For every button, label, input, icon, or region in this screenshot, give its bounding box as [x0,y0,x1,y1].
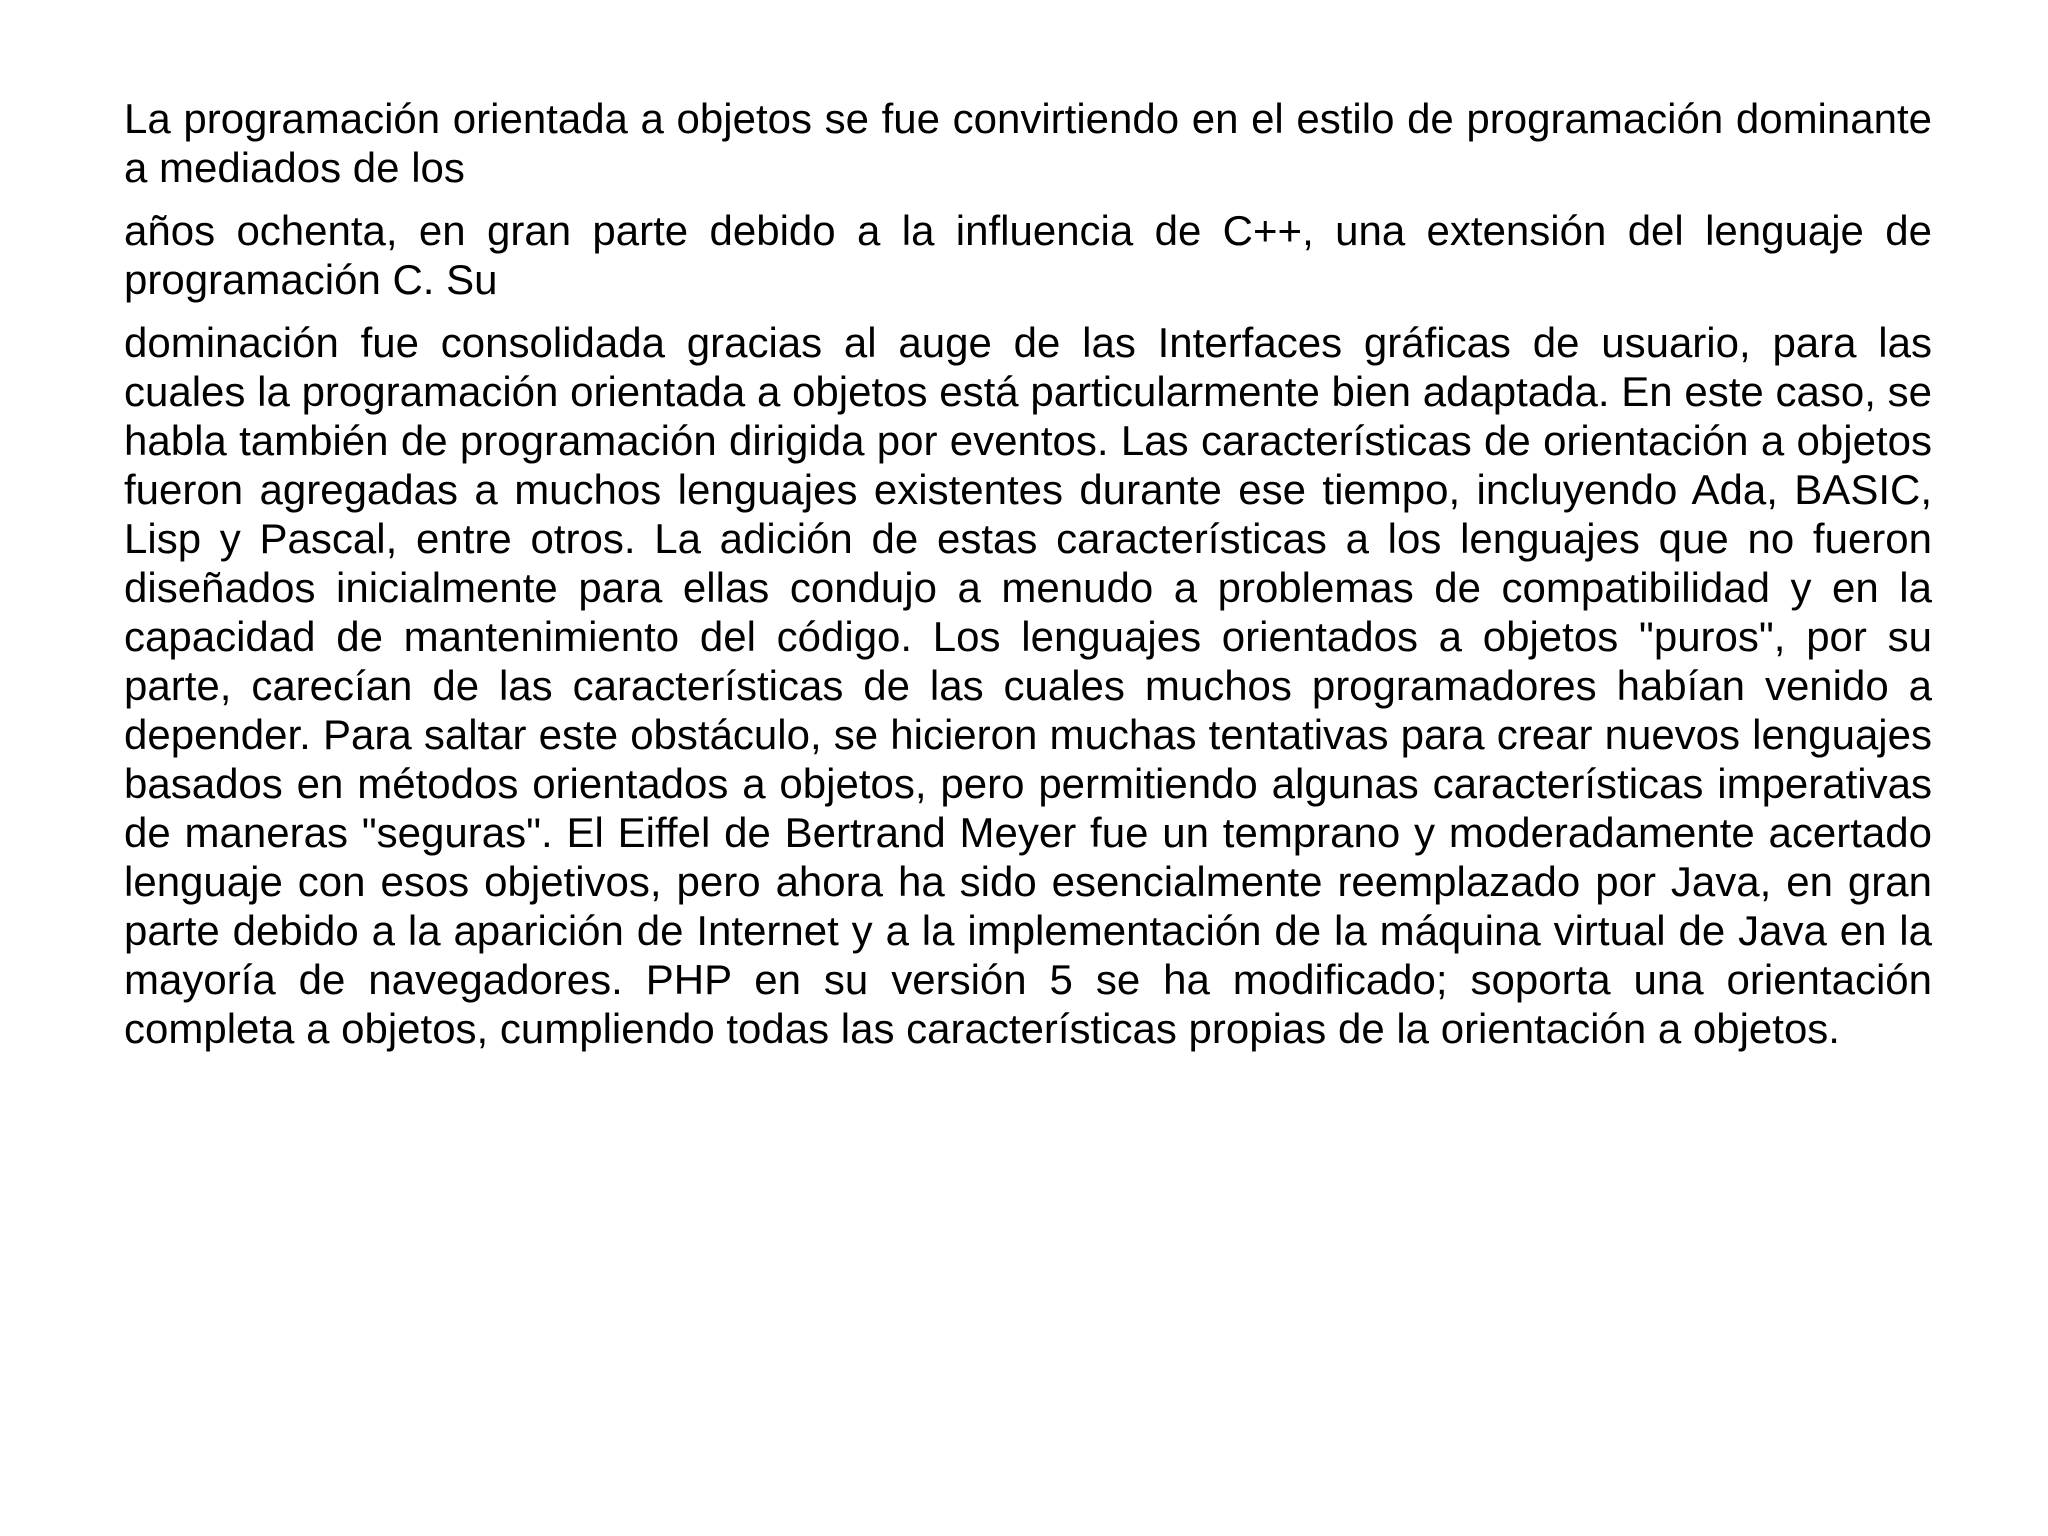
paragraph-1: La programación orientada a objetos se fue convirtiendo en el estilo de programación dominante a mediados de los [124,95,1932,191]
paragraph-2: años ochenta, en gran parte debido a la influencia de C++, una extensión del lenguaje de programación C. Su [124,207,1932,303]
body-text [124,94,1932,1067]
paragraph-3: dominación fue consolidada gracias al auge de las Interfaces gráficas de usuario, para las cuales la programación orientada a objetos está particularmente bien adaptada. En este caso, se habla también de programación dirigida por eventos. Las características de orientación a objetos fueron agregadas a muchos lenguajes existentes durante ese tiempo, incluyendo Ada, BASIC, Lisp y Pascal, entre otros. La adición de estas características a los lenguajes que no fueron diseñados inicialmente para ellas condujo a menudo a problemas de compatibilidad y en la capacidad de mantenimiento del código. Los lenguajes orientados a objetos "puros", por su parte, carecían de las características de las cuales muchos programadores habían venido a depender. Para saltar este obstáculo, se hicieron muchas tentativas para crear nuevos lenguajes basados en métodos orientados a objetos, pero permitiendo algunas características imperativas de maneras "seguras". El Eiffel de Bertrand Meyer fue un temprano y moderadamente acertado lenguaje con esos objetivos, pero ahora ha sido esencialmente reemplazado por Java, en gran parte debido a la aparición de Internet y a la implementación de la máquina virtual de Java en la mayoría de navegadores. PHP en su versión 5 se ha modificado; soporta una orientación completa a objetos, cumpliendo todas las características propias de la orientación a objetos. [124,319,1932,1052]
